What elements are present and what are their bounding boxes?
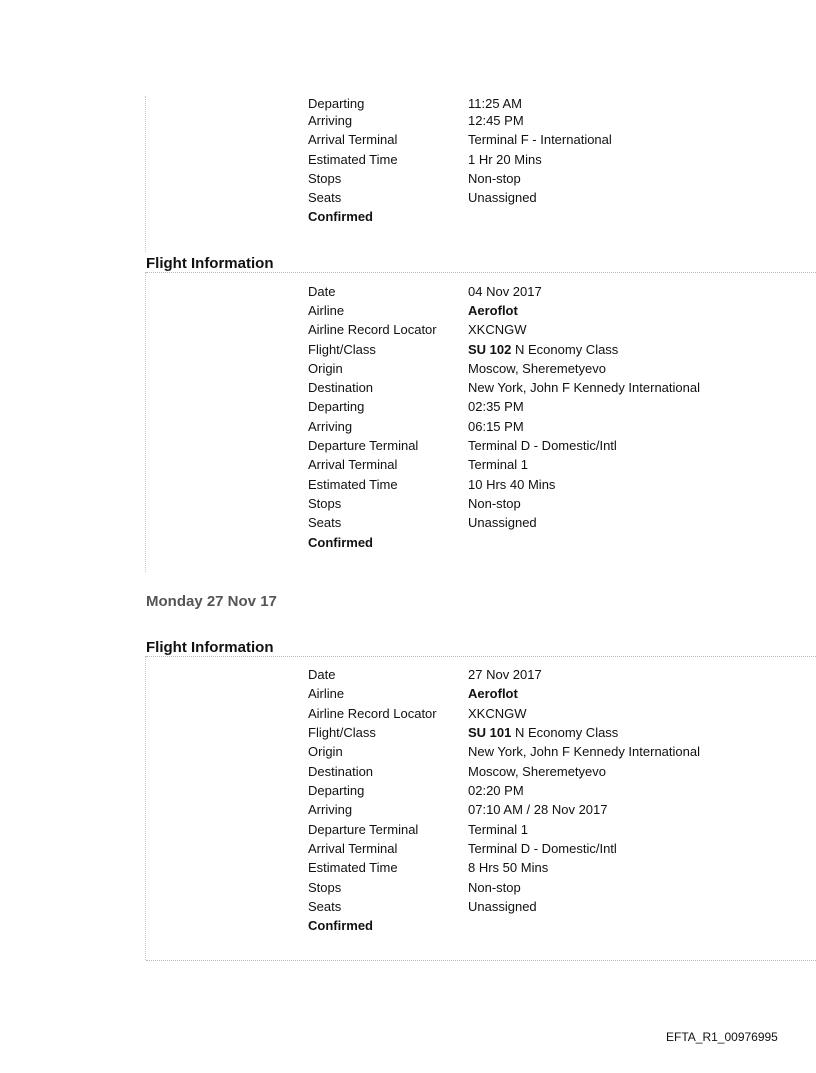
departing-value: 02:35 PM	[468, 399, 524, 414]
detail-row	[308, 341, 788, 359]
detail-row	[308, 283, 788, 301]
date-label: Date	[308, 284, 336, 299]
section-divider	[146, 272, 816, 273]
stops-label: Stops	[308, 171, 342, 186]
estimated-time-label: Estimated Time	[308, 152, 398, 167]
detail-row	[308, 859, 788, 877]
departure-terminal-label: Departure Terminal	[308, 822, 419, 837]
seats-value: Unassigned	[468, 190, 537, 205]
detail-row	[308, 705, 788, 723]
detail-row	[308, 112, 788, 130]
flight-number: SU 101	[468, 725, 512, 740]
section-divider	[146, 656, 816, 657]
departing-value: 02:20 PM	[468, 783, 524, 798]
departing-value: 11:25 AM	[468, 96, 522, 111]
detail-row	[308, 302, 788, 320]
airline-value: Aeroflot	[468, 303, 518, 318]
seats-label: Seats	[308, 515, 342, 530]
detail-row	[308, 782, 788, 800]
arrival-terminal-value: Terminal F - International	[468, 132, 612, 147]
date-label: Date	[308, 667, 336, 682]
seats-label: Seats	[308, 190, 342, 205]
detail-row	[308, 437, 788, 455]
departing-label: Departing	[308, 96, 365, 111]
date-value: 04 Nov 2017	[468, 284, 542, 299]
day-heading: Monday 27 Nov 17	[146, 593, 277, 610]
origin-label: Origin	[308, 361, 343, 376]
estimated-time-label: Estimated Time	[308, 860, 398, 875]
destination-value: New York, John F Kennedy International	[468, 380, 700, 395]
destination-label: Destination	[308, 380, 374, 395]
left-rule-middle	[145, 272, 146, 572]
detail-row	[308, 418, 788, 436]
stops-value: Non-stop	[468, 171, 521, 186]
arrival-terminal-value: Terminal 1	[468, 457, 528, 472]
origin-value: Moscow, Sheremetyevo	[468, 361, 607, 376]
detail-row	[308, 95, 788, 113]
record-locator-value: XKCNGW	[468, 322, 527, 337]
airline-value: Aeroflot	[468, 686, 518, 701]
stops-value: Non-stop	[468, 880, 521, 895]
seats-label: Seats	[308, 899, 342, 914]
detail-row	[308, 685, 788, 703]
arriving-label: Arriving	[308, 113, 353, 128]
detail-row	[308, 879, 788, 897]
flight-class-label: Flight/Class	[308, 342, 376, 357]
flight-class: N Economy Class	[515, 342, 619, 357]
detail-row	[308, 801, 788, 819]
destination-value: Moscow, Sheremetyevo	[468, 764, 607, 779]
detail-row	[308, 917, 788, 935]
record-locator-value: XKCNGW	[468, 706, 527, 721]
status-confirmed: Confirmed	[308, 535, 373, 550]
status-confirmed: Confirmed	[308, 918, 373, 933]
document-id-footer: EFTA_R1_00976995	[666, 1030, 778, 1044]
date-value: 27 Nov 2017	[468, 667, 542, 682]
left-rule-top	[145, 96, 146, 252]
arriving-value: 06:15 PM	[468, 419, 524, 434]
flight-number: SU 102	[468, 342, 512, 357]
detail-row	[308, 398, 788, 416]
estimated-time-value: 1 Hr 20 Mins	[468, 152, 542, 167]
detail-row	[308, 534, 788, 552]
airline-label: Airline	[308, 686, 345, 701]
detail-row	[308, 898, 788, 916]
detail-row	[308, 360, 788, 378]
status-confirmed: Confirmed	[308, 209, 373, 224]
departure-terminal-value: Terminal 1	[468, 822, 528, 837]
arrival-terminal-value: Terminal D - Domestic/Intl	[468, 841, 617, 856]
detail-row	[308, 840, 788, 858]
arrival-terminal-label: Arrival Terminal	[308, 841, 398, 856]
detail-row	[308, 514, 788, 532]
detail-row	[308, 379, 788, 397]
stops-label: Stops	[308, 496, 342, 511]
departing-label: Departing	[308, 783, 365, 798]
detail-row	[308, 131, 788, 149]
arriving-label: Arriving	[308, 802, 353, 817]
detail-row	[308, 743, 788, 761]
record-locator-label: Airline Record Locator	[308, 706, 437, 721]
estimated-time-value: 10 Hrs 40 Mins	[468, 477, 556, 492]
section-bottom-rule	[146, 960, 816, 961]
arriving-label: Arriving	[308, 419, 353, 434]
detail-row	[308, 151, 788, 169]
record-locator-label: Airline Record Locator	[308, 322, 437, 337]
detail-row	[308, 821, 788, 839]
departing-label: Departing	[308, 399, 365, 414]
arrival-terminal-label: Arrival Terminal	[308, 457, 398, 472]
flight-class-value	[468, 724, 618, 742]
departure-terminal-label: Departure Terminal	[308, 438, 419, 453]
detail-row	[308, 666, 788, 684]
detail-row	[308, 208, 788, 226]
arriving-value: 07:10 AM / 28 Nov 2017	[468, 802, 608, 817]
flight-class-value	[468, 341, 618, 359]
stops-value: Non-stop	[468, 496, 521, 511]
detail-row	[308, 476, 788, 494]
detail-row	[308, 321, 788, 339]
flight-information-heading: Flight Information	[146, 639, 274, 656]
left-rule-bottom	[145, 656, 146, 960]
estimated-time-label: Estimated Time	[308, 477, 398, 492]
detail-row	[308, 189, 788, 207]
airline-label: Airline	[308, 303, 345, 318]
arrival-terminal-label: Arrival Terminal	[308, 132, 398, 147]
departure-terminal-value: Terminal D - Domestic/Intl	[468, 438, 617, 453]
flight-class-label: Flight/Class	[308, 725, 376, 740]
seats-value: Unassigned	[468, 515, 537, 530]
detail-row	[308, 763, 788, 781]
origin-label: Origin	[308, 744, 343, 759]
destination-label: Destination	[308, 764, 374, 779]
estimated-time-value: 8 Hrs 50 Mins	[468, 860, 549, 875]
origin-value: New York, John F Kennedy International	[468, 744, 700, 759]
detail-row	[308, 724, 788, 742]
seats-value: Unassigned	[468, 899, 537, 914]
stops-label: Stops	[308, 880, 342, 895]
detail-row	[308, 456, 788, 474]
flight-class: N Economy Class	[515, 725, 619, 740]
detail-row	[308, 495, 788, 513]
arriving-value: 12:45 PM	[468, 113, 524, 128]
flight-information-heading: Flight Information	[146, 255, 274, 272]
detail-row	[308, 170, 788, 188]
